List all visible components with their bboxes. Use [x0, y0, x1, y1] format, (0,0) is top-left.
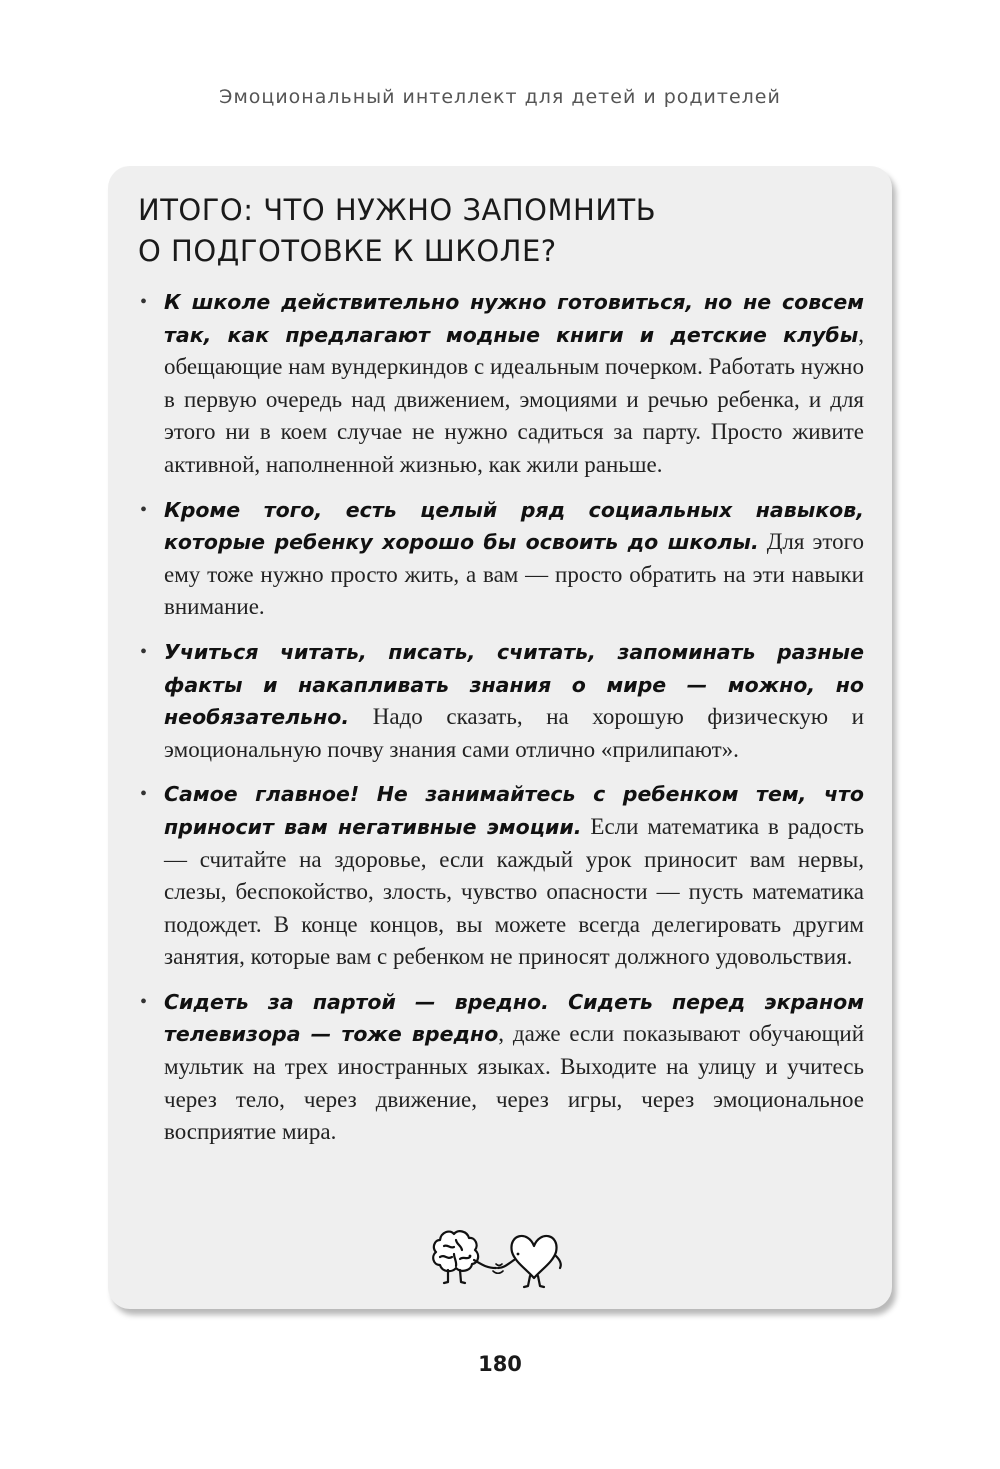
bullet-icon: •: [140, 640, 148, 663]
bullet-icon: •: [140, 990, 148, 1013]
brain-and-heart-holding-hands-icon: [426, 1216, 576, 1296]
running-head: Эмоциональный интеллект для детей и родителей: [219, 86, 781, 108]
summary-points-list: [138, 286, 864, 1149]
point-text: , даже если показывают обучающий мультик на трех иностранных языках. Выходите на улицу и учитесь через тело, через движение, через игры, через эмоциональное восприятие мира.: [164, 1021, 864, 1145]
box-title-line-2: О ПОДГОТОВКЕ К ШКОЛЕ?: [138, 234, 557, 268]
list-item: [138, 778, 864, 974]
page-number: 180: [478, 1352, 522, 1376]
bullet-icon: •: [140, 783, 148, 806]
point-text: Если математика в радость — считайте на здоровье, если каждый урок приносит вам нервы, слезы, беспокойство, злость, чувство опасности — пусть математика подождет. В конце концов, вы можете всегда делегировать другим занятия, которые вам с ребенком не приносят должного удовольствия.: [164, 813, 864, 970]
list-item: [138, 494, 864, 624]
point-lead: К школе действительно нужно готовиться, но не совсем так, как предлагают модные книги и детские клубы: [164, 290, 864, 347]
bullet-icon: •: [140, 498, 148, 521]
list-item: [138, 636, 864, 766]
bullet-icon: •: [140, 291, 148, 313]
list-item: [138, 986, 864, 1149]
box-title-line-1: ИТОГО: ЧТО НУЖНО ЗАПОМНИТЬ: [138, 193, 657, 227]
point-text: Надо сказать, на хорошую физическую и эмоциональную почву знания сами отлично «прилипают».: [164, 704, 864, 762]
point-lead: Самое главное! Не занимайтесь с ребенком тем, что приносит вам негативные эмоции.: [164, 782, 864, 839]
summary-box: [108, 166, 892, 1309]
point-text: , обещающие нам вундеркиндов с идеальным почерком. Работать нужно в первую очередь над движением, эмоциями и речью ребенка, и для этого ни в коем случае не нужно садиться за парту. Просто живите активной, наполненной жизнью, как жили раньше.: [164, 321, 864, 477]
point-text: Для этого ему тоже нужно просто жить, а вам — просто обратить на эти навыки внимание.: [164, 529, 864, 620]
point-lead: Кроме того, есть целый ряд социальных навыков, которые ребенку хорошо бы освоить до школы.: [164, 497, 864, 555]
list-item: [138, 286, 864, 482]
point-lead: Учиться читать, писать, считать, запоминать разные факты и накапливать знания о мире — можно, но необязательно.: [164, 639, 864, 730]
box-title: [138, 190, 864, 272]
point-lead: Сидеть за партой — вредно. Сидеть перед экраном телевизора — тоже вредно: [164, 989, 864, 1047]
